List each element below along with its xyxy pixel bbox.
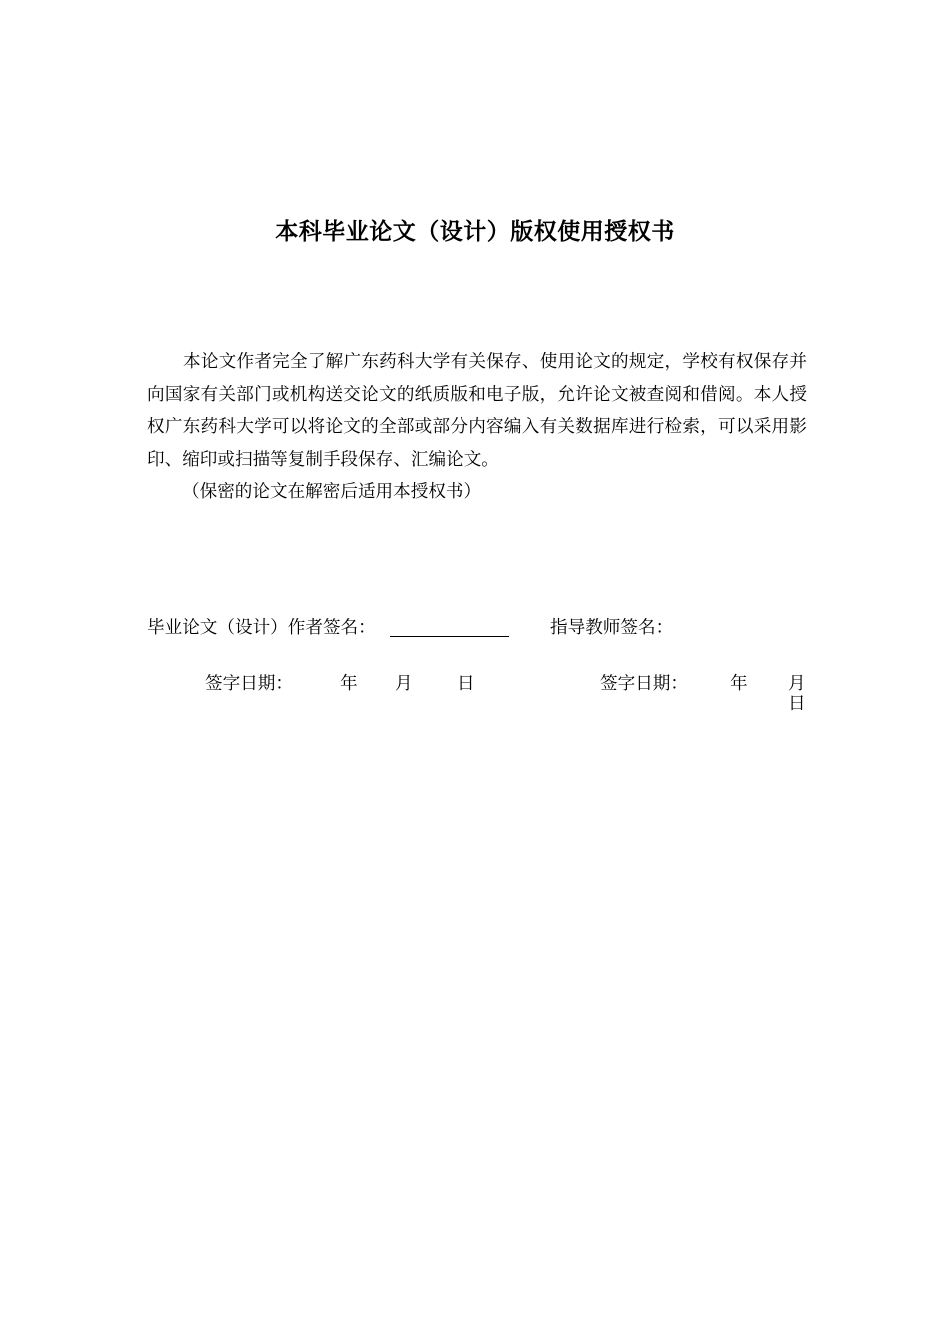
authorization-paragraph: 本论文作者完全了解广东药科大学有关保存、使用论文的规定，学校有权保存并向国家有关部门或机构送交论文的纸质版和电子版，允许论文被查阅和借阅。本人授权广东药科大学可以将论文的全部或部分内容编入有关数据库进行检索，可以采用影印、缩印或扫描等复制手段保存、汇编论文。 — [147, 352, 807, 470]
author-signature-label: 毕业论文（设计）作者签名： — [147, 618, 376, 638]
advisor-date-year: 年 — [730, 674, 748, 694]
author-date-label: 签字日期： — [205, 674, 293, 694]
advisor-signature-label: 指导教师签名： — [550, 618, 674, 638]
confidential-note: （保密的论文在解密后适用本授权书） — [182, 482, 482, 502]
advisor-date-day: 日 — [788, 694, 806, 714]
advisor-date-label: 签字日期： — [600, 674, 688, 694]
author-signature-line — [390, 636, 509, 637]
document-title: 本科毕业论文（设计）版权使用授权书 — [275, 219, 675, 245]
author-date-month: 月 — [395, 674, 413, 694]
author-date-day: 日 — [457, 674, 475, 694]
author-date-year: 年 — [340, 674, 358, 694]
advisor-date-month: 月 — [788, 674, 806, 694]
